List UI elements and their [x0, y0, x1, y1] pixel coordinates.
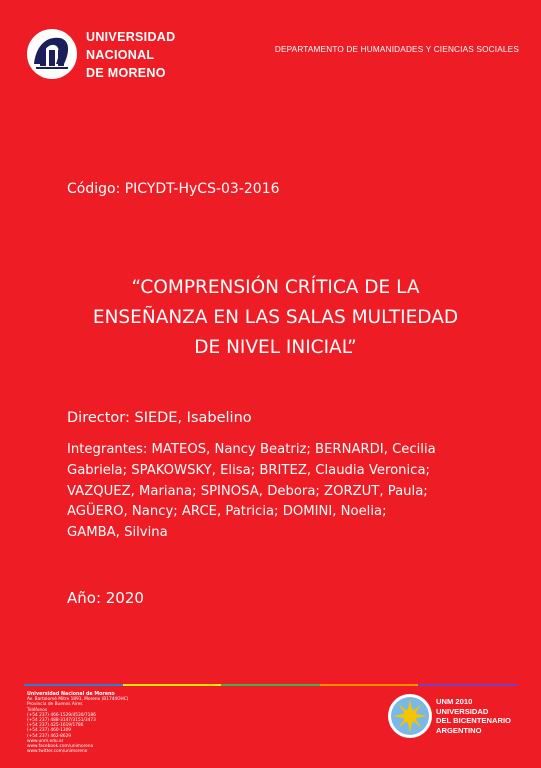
divider-segment — [320, 684, 419, 686]
bicentenary-line: DEL BICENTENARIO — [436, 716, 511, 725]
bicentenary-sun-icon — [387, 693, 433, 743]
contact-line[interactable]: www.facebook.com/unimoreno — [27, 744, 94, 750]
document-title — [40, 273, 511, 363]
year-line: Año: 2020 — [67, 589, 144, 607]
contact-line: Provincia de Buenos Aires — [27, 702, 83, 708]
contact-block — [27, 692, 128, 754]
divider-segment — [123, 684, 222, 686]
contact-line[interactable]: www.twitter.com/unimoreno — [27, 749, 88, 755]
bicentenary-label — [436, 697, 511, 735]
university-name-line: UNIVERSIDAD — [86, 30, 176, 44]
project-code: Código: PICYDT-HyCS-03-2016 — [67, 181, 280, 197]
director-line: Director: SIEDE, Isabelino — [67, 410, 252, 426]
members-line: Integrantes: MATEOS, Nancy Beatriz; BERNARDI, Cecilia — [67, 442, 436, 457]
contact-line: (+54 237) 466-1529/4530/7186 — [27, 712, 96, 718]
university-name-line: DE MORENO — [86, 66, 166, 80]
university-name — [86, 28, 175, 82]
title-line: DE NIVEL INICIAL” — [194, 337, 357, 358]
title-line: ENSEÑANZA EN LAS SALAS MULTIEDAD — [92, 307, 459, 328]
divider-segment — [221, 684, 320, 686]
contact-line: (+54 237) 425-1619/1786 — [27, 723, 84, 729]
contact-line: (+54 237) 460-1309 — [27, 728, 72, 734]
contact-line: (+54 237) 462-8629 — [27, 733, 72, 739]
members-line: AGÜERO, Nancy; ARCE, Patricia; DOMINI, Noelia; — [67, 504, 387, 520]
unm-logo — [26, 28, 78, 84]
contact-line[interactable]: www.unm.edu.ar — [27, 738, 64, 744]
divider-segment — [418, 684, 517, 686]
contact-line: (+54 237) 488-3147/3151/3473 — [27, 718, 96, 724]
contact-line: Av. Bartolomé Mitre 1891, Moreno (B1744OHC) — [27, 697, 129, 703]
contact-title: Universidad Nacional de Moreno — [27, 692, 115, 697]
title-line: “COMPRENSIÓN CRÍTICA DE LA — [131, 277, 420, 298]
university-name-line: NACIONAL — [86, 48, 155, 62]
members-line: VAZQUEZ, Mariana; SPINOSA, Debora; ZORZUT, Paula; — [67, 483, 428, 499]
members-line: Gabriela; SPAKOWSKY, Elisa; BRITEZ, Claudia Veronica; — [67, 462, 430, 478]
members-line: GAMBA, Silvina — [67, 525, 168, 541]
footer-divider — [24, 684, 517, 686]
bicentenary-line: UNIVERSIDAD — [436, 706, 489, 716]
members-list — [67, 440, 477, 544]
divider-segment — [24, 684, 123, 686]
bicentenary-line: ARGENTINO — [436, 725, 482, 735]
contact-line: Teléfonos — [27, 707, 48, 713]
department-name: DEPARTAMENTO DE HUMANIDADES Y CIENCIAS SOCIALES — [274, 45, 519, 54]
bicentenary-line: UNM 2010 — [436, 697, 473, 706]
